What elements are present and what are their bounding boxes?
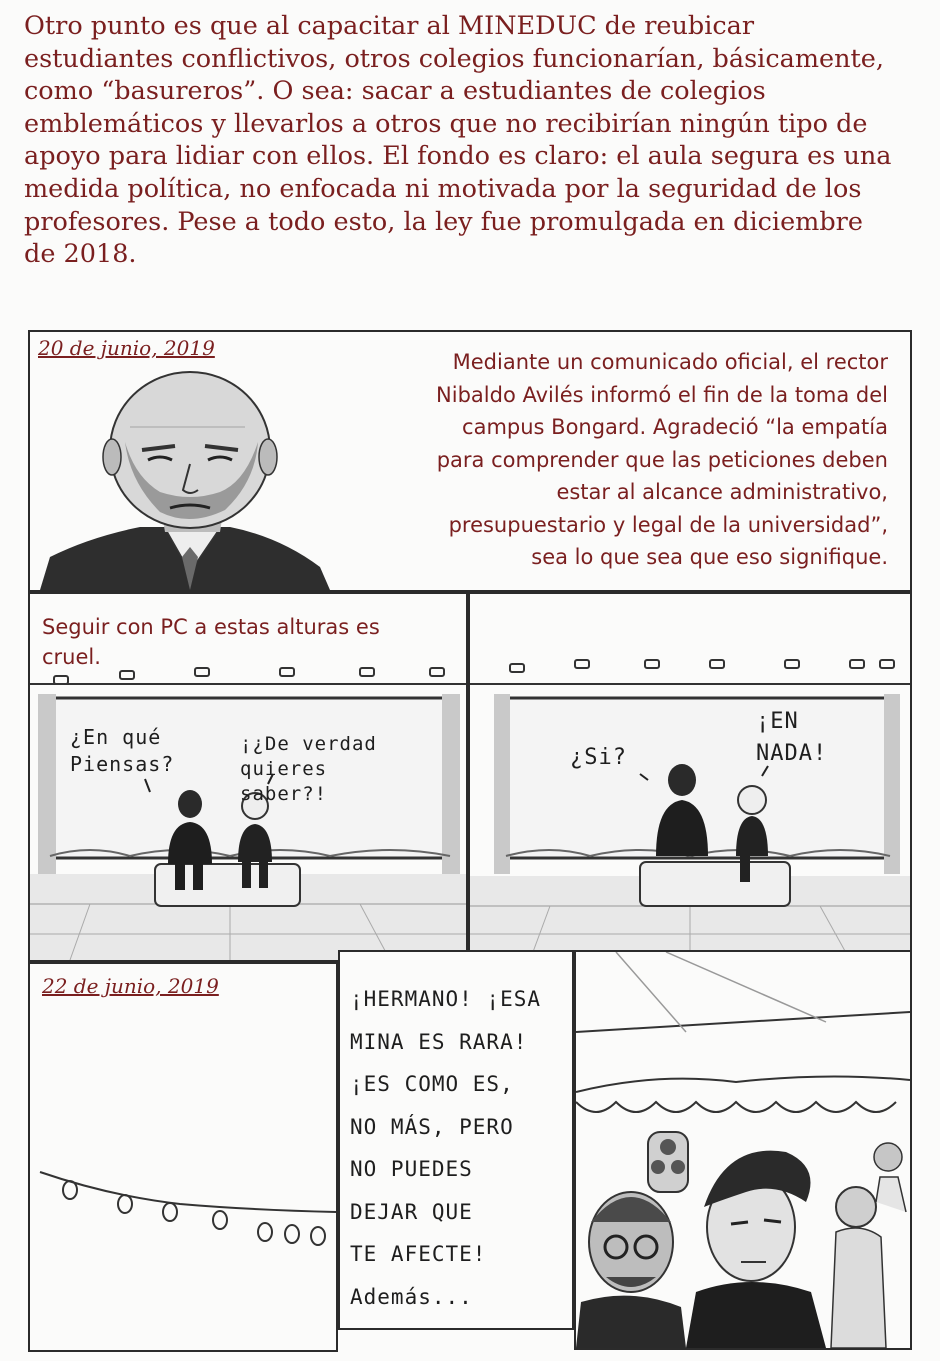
intro-paragraph: Otro punto es que al capacitar al MINEDUC de reubicar estudiantes conflictivos, otros colegios funcionarían, básicamente, como “basureros”. O sea: sacar a estudiantes de colegios emblemáticos y llevarlos a otros que no recibirían ningún tipo de apoyo para lidiar con ellos. El fondo es claro: el aula segura es una medida política, no enfocada ni motivada por la seguridad de los profesores. Pese a todo esto, la ley fue promulgada en diciembre de 2018. <box>24 11 892 270</box>
panel4-date: 22 de junio, 2019 <box>42 974 219 998</box>
panel2-narration: Seguir con PC a estas alturas es cruel. <box>42 615 380 669</box>
string-lights-drawing <box>30 964 336 1350</box>
panel1-date: 20 de junio, 2019 <box>38 336 215 360</box>
panel-couple-talk <box>28 592 468 962</box>
bubble-en-nada: ¡EN NADA! <box>756 709 828 766</box>
panel-en-nada <box>468 592 912 962</box>
panel-hermano-speech <box>338 950 574 1330</box>
speech-hermano: ¡HERMANO! ¡ESA MINA ES RARA! ¡ES COMO ES, NO MÁS, PERO NO PUEDES DEJAR QUE TE AFECTE! Además... <box>350 987 542 1309</box>
bubble-si: ¿Si? <box>570 745 627 770</box>
panel-rector <box>28 330 912 592</box>
friends-drawing <box>576 952 910 1348</box>
panel1-narration: Mediante un comunicado oficial, el rector Nibaldo Avilés informó el fin de la toma del campus Bongard. Agradeció “la empatía para comprender que las peticiones deben estar al alcance administrativo, presupuestario y legal de la universidad”, sea lo que sea que eso signifique. <box>436 350 888 569</box>
bubble-de-verdad: ¡¿De verdad quieres saber?! <box>240 733 377 805</box>
bubble-en-que-piensas: ¿En qué Piensas? <box>70 725 175 776</box>
stage-drawing-right <box>470 594 910 960</box>
panel-lights <box>28 962 338 1352</box>
panel-friends <box>574 950 912 1350</box>
